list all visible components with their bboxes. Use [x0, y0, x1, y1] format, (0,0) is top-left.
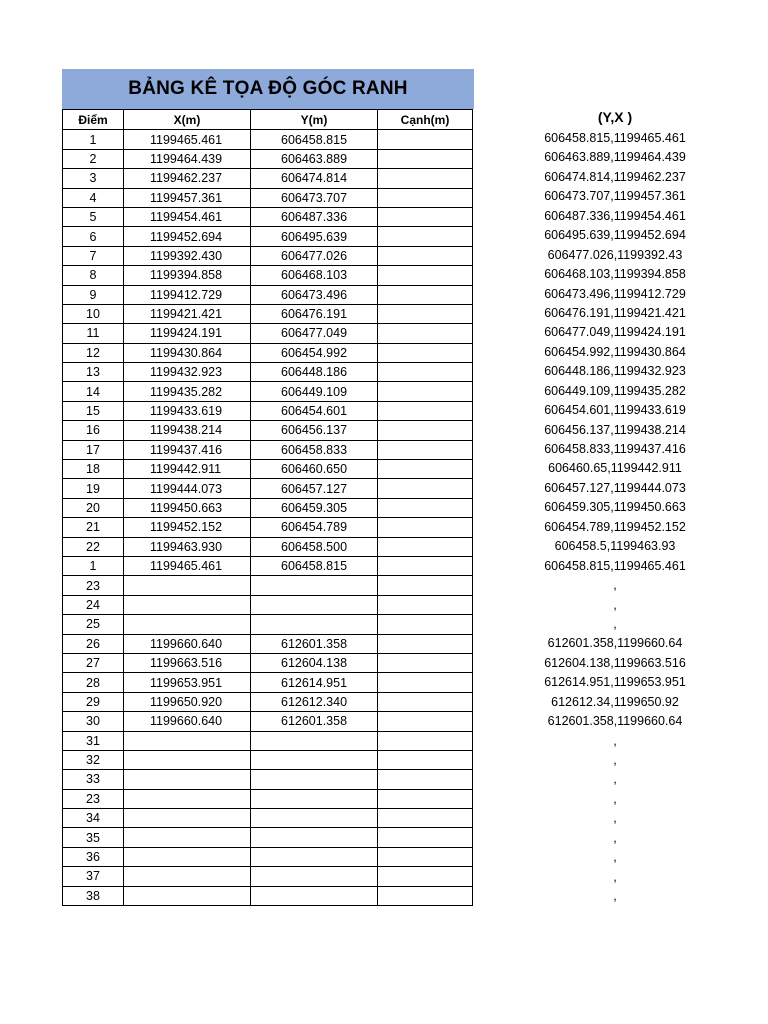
y-cell: 612601.358 [251, 634, 378, 653]
table-row [63, 770, 473, 789]
edge-cell [378, 653, 473, 672]
yx-cell: , [613, 830, 617, 845]
table-row [63, 692, 473, 711]
y-cell: 606454.601 [251, 401, 378, 420]
y-cell [251, 731, 378, 750]
edge-cell [378, 847, 473, 866]
yx-cell: 612604.138,1199663.516 [544, 655, 686, 670]
x-cell: 1199454.461 [124, 207, 251, 226]
table-row [63, 188, 473, 207]
point-cell: 29 [63, 692, 124, 711]
y-cell: 606477.026 [251, 246, 378, 265]
point-cell: 4 [63, 188, 124, 207]
x-cell: 1199392.430 [124, 246, 251, 265]
table-row [63, 440, 473, 459]
yx-cell: , [613, 578, 617, 593]
x-cell [124, 886, 251, 905]
y-cell: 606454.992 [251, 343, 378, 362]
x-cell: 1199660.640 [124, 712, 251, 731]
point-cell: 36 [63, 847, 124, 866]
point-cell: 19 [63, 479, 124, 498]
point-cell: 33 [63, 770, 124, 789]
table-row [63, 498, 473, 517]
point-cell: 37 [63, 867, 124, 886]
table-row [63, 130, 473, 149]
yx-cell: , [613, 616, 617, 631]
edge-cell [378, 149, 473, 168]
edge-cell [378, 440, 473, 459]
point-cell: 27 [63, 653, 124, 672]
yx-cell: 612612.34,1199650.92 [551, 694, 679, 709]
y-cell: 612601.358 [251, 712, 378, 731]
table-row [63, 421, 473, 440]
point-cell: 13 [63, 363, 124, 382]
table-row [63, 731, 473, 750]
yx-cell: , [613, 772, 617, 787]
y-cell [251, 886, 378, 905]
point-cell: 1 [63, 556, 124, 575]
yx-cell: 606454.992,1199430.864 [544, 344, 686, 359]
y-cell: 612612.340 [251, 692, 378, 711]
yx-cell: 606495.639,1199452.694 [544, 228, 686, 243]
point-cell: 6 [63, 227, 124, 246]
edge-cell [378, 595, 473, 614]
edge-cell [378, 266, 473, 285]
y-cell: 606458.815 [251, 556, 378, 575]
edge-cell [378, 634, 473, 653]
header-x: X(m) [124, 110, 251, 130]
edge-cell [378, 518, 473, 537]
point-cell: 5 [63, 207, 124, 226]
yx-cell: 606458.815,1199465.461 [544, 131, 686, 145]
yx-cell: 612614.951,1199653.951 [544, 675, 686, 690]
table-row [63, 518, 473, 537]
table-row [63, 537, 473, 556]
edge-cell [378, 809, 473, 828]
yx-cell: 606459.305,1199450.663 [544, 500, 686, 515]
yx-cell: 606473.496,1199412.729 [544, 286, 686, 301]
edge-cell [378, 615, 473, 634]
edge-cell [378, 304, 473, 323]
y-cell: 606458.815 [251, 130, 378, 149]
edge-cell [378, 343, 473, 362]
table-row [63, 401, 473, 420]
edge-cell [378, 169, 473, 188]
point-cell: 30 [63, 712, 124, 731]
yx-cell: , [613, 889, 617, 904]
point-cell: 21 [63, 518, 124, 537]
table-row [63, 246, 473, 265]
table-row [63, 207, 473, 226]
y-cell: 606477.049 [251, 324, 378, 343]
yx-cell: 606474.814,1199462.237 [544, 169, 686, 184]
point-cell: 11 [63, 324, 124, 343]
yx-cell: 606477.049,1199424.191 [544, 325, 686, 340]
x-cell: 1199650.920 [124, 692, 251, 711]
y-cell: 612604.138 [251, 653, 378, 672]
y-cell: 606468.103 [251, 266, 378, 285]
point-cell: 1 [63, 130, 124, 149]
yx-cell: , [613, 597, 617, 612]
table-row [63, 634, 473, 653]
table-row [63, 653, 473, 672]
point-cell: 28 [63, 673, 124, 692]
edge-cell [378, 828, 473, 847]
table-row [63, 285, 473, 304]
coordinate-table-block [62, 69, 474, 906]
y-cell: 606495.639 [251, 227, 378, 246]
point-cell: 23 [63, 789, 124, 808]
point-cell: 35 [63, 828, 124, 847]
point-cell: 3 [63, 169, 124, 188]
edge-cell [378, 750, 473, 769]
x-cell: 1199465.461 [124, 556, 251, 575]
yx-cell: , [613, 791, 617, 806]
y-cell: 606476.191 [251, 304, 378, 323]
y-cell: 606458.500 [251, 537, 378, 556]
y-cell: 606454.789 [251, 518, 378, 537]
x-cell [124, 615, 251, 634]
edge-cell [378, 130, 473, 149]
point-cell: 2 [63, 149, 124, 168]
edge-cell [378, 731, 473, 750]
edge-cell [378, 712, 473, 731]
edge-cell [378, 556, 473, 575]
y-cell: 606459.305 [251, 498, 378, 517]
point-cell: 9 [63, 285, 124, 304]
yx-cell: 606473.707,1199457.361 [544, 189, 686, 204]
x-cell: 1199437.416 [124, 440, 251, 459]
x-cell: 1199465.461 [124, 130, 251, 149]
header-edge: Cạnh(m) [378, 110, 473, 130]
edge-cell [378, 207, 473, 226]
x-cell [124, 750, 251, 769]
yx-cell: 612601.358,1199660.64 [547, 714, 683, 729]
table-row [63, 169, 473, 188]
y-cell [251, 867, 378, 886]
y-cell [251, 789, 378, 808]
table-row [63, 363, 473, 382]
edge-cell [378, 576, 473, 595]
yx-cell: 606456.137,1199438.214 [544, 422, 686, 437]
point-cell: 15 [63, 401, 124, 420]
y-cell: 606474.814 [251, 169, 378, 188]
point-cell: 8 [63, 266, 124, 285]
x-cell: 1199442.911 [124, 460, 251, 479]
table-row [63, 266, 473, 285]
yx-cell: , [613, 850, 617, 865]
yx-cell: 606468.103,1199394.858 [544, 267, 686, 282]
table-row [63, 479, 473, 498]
x-cell [124, 847, 251, 866]
x-cell: 1199444.073 [124, 479, 251, 498]
table-row [63, 789, 473, 808]
x-cell: 1199430.864 [124, 343, 251, 362]
edge-cell [378, 537, 473, 556]
point-cell: 23 [63, 576, 124, 595]
edge-cell [378, 460, 473, 479]
y-cell [251, 576, 378, 595]
yx-cell: 606454.789,1199452.152 [544, 519, 686, 534]
edge-cell [378, 692, 473, 711]
x-cell [124, 576, 251, 595]
point-cell: 34 [63, 809, 124, 828]
table-row [63, 227, 473, 246]
table-row [63, 556, 473, 575]
y-cell: 606448.186 [251, 363, 378, 382]
point-cell: 20 [63, 498, 124, 517]
y-cell: 606463.889 [251, 149, 378, 168]
y-cell: 606487.336 [251, 207, 378, 226]
x-cell: 1199463.930 [124, 537, 251, 556]
point-cell: 16 [63, 421, 124, 440]
y-cell: 612614.951 [251, 673, 378, 692]
table-row [63, 382, 473, 401]
y-cell [251, 750, 378, 769]
table-row [63, 828, 473, 847]
yx-cell: 606476.191,1199421.421 [544, 305, 686, 320]
edge-cell [378, 382, 473, 401]
yx-cell: 606458.5,1199463.93 [554, 539, 676, 554]
x-cell [124, 789, 251, 808]
x-cell [124, 770, 251, 789]
table-row [63, 886, 473, 905]
x-cell: 1199412.729 [124, 285, 251, 304]
yx-cell: , [613, 753, 617, 767]
x-cell [124, 809, 251, 828]
edge-cell [378, 789, 473, 808]
yx-cell: 606448.186,1199432.923 [544, 364, 686, 379]
y-cell [251, 615, 378, 634]
edge-cell [378, 479, 473, 498]
x-cell [124, 867, 251, 886]
coordinate-table [62, 109, 473, 906]
table-row [63, 809, 473, 828]
y-cell [251, 809, 378, 828]
x-cell: 1199464.439 [124, 149, 251, 168]
edge-cell [378, 188, 473, 207]
edge-cell [378, 673, 473, 692]
table-row [63, 673, 473, 692]
yx-cell: 606463.889,1199464.439 [544, 150, 686, 165]
table-row [63, 712, 473, 731]
y-cell: 606456.137 [251, 421, 378, 440]
yx-cell: 606458.815,1199465.461 [544, 558, 686, 573]
point-cell: 26 [63, 634, 124, 653]
yx-cell: 606458.833,1199437.416 [544, 442, 686, 456]
x-cell: 1199457.361 [124, 188, 251, 207]
header-row [63, 110, 473, 130]
table-row [63, 615, 473, 634]
yx-cell: 606449.109,1199435.282 [544, 383, 686, 398]
edge-cell [378, 324, 473, 343]
y-cell: 606457.127 [251, 479, 378, 498]
point-cell: 12 [63, 343, 124, 362]
edge-cell [378, 363, 473, 382]
x-cell: 1199452.694 [124, 227, 251, 246]
point-cell: 17 [63, 440, 124, 459]
yx-header: (Y,X ) [597, 109, 633, 125]
x-cell: 1199438.214 [124, 421, 251, 440]
x-cell: 1199663.516 [124, 653, 251, 672]
x-cell: 1199452.152 [124, 518, 251, 537]
edge-cell [378, 770, 473, 789]
x-cell: 1199432.923 [124, 363, 251, 382]
y-cell: 606460.650 [251, 460, 378, 479]
point-cell: 25 [63, 615, 124, 634]
point-cell: 22 [63, 537, 124, 556]
table-row [63, 847, 473, 866]
x-cell: 1199653.951 [124, 673, 251, 692]
table-row [63, 149, 473, 168]
table-row [63, 576, 473, 595]
yx-cell: 606477.026,1199392.43 [547, 247, 683, 262]
x-cell: 1199435.282 [124, 382, 251, 401]
table-title: BẢNG KÊ TỌA ĐỘ GÓC RANH [62, 69, 474, 109]
point-cell: 24 [63, 595, 124, 614]
point-cell: 38 [63, 886, 124, 905]
point-cell: 10 [63, 304, 124, 323]
edge-cell [378, 227, 473, 246]
edge-cell [378, 246, 473, 265]
yx-cell: 606457.127,1199444.073 [544, 480, 686, 495]
x-cell: 1199462.237 [124, 169, 251, 188]
yx-cell: 606460.65,1199442.911 [548, 461, 682, 476]
yx-cell: , [613, 869, 617, 884]
x-cell: 1199433.619 [124, 401, 251, 420]
table-row [63, 595, 473, 614]
edge-cell [378, 886, 473, 905]
edge-cell [378, 498, 473, 517]
point-cell: 32 [63, 750, 124, 769]
edge-cell [378, 285, 473, 304]
x-cell: 1199450.663 [124, 498, 251, 517]
header-y: Y(m) [251, 110, 378, 130]
yx-cell: 606487.336,1199454.461 [544, 208, 686, 223]
yx-cell: 612601.358,1199660.64 [547, 636, 683, 651]
table-row [63, 750, 473, 769]
y-cell: 606449.109 [251, 382, 378, 401]
point-cell: 14 [63, 382, 124, 401]
table-row [63, 460, 473, 479]
point-cell: 7 [63, 246, 124, 265]
edge-cell [378, 421, 473, 440]
x-cell [124, 828, 251, 847]
point-cell: 31 [63, 731, 124, 750]
yx-cell: , [613, 811, 617, 826]
point-cell: 18 [63, 460, 124, 479]
table-row [63, 867, 473, 886]
yx-cell: , [613, 733, 617, 748]
x-cell [124, 731, 251, 750]
edge-cell [378, 401, 473, 420]
x-cell: 1199421.421 [124, 304, 251, 323]
y-cell [251, 595, 378, 614]
table-row [63, 324, 473, 343]
x-cell: 1199424.191 [124, 324, 251, 343]
table-row [63, 343, 473, 362]
y-cell: 606458.833 [251, 440, 378, 459]
table-row [63, 304, 473, 323]
y-cell [251, 847, 378, 866]
y-cell [251, 828, 378, 847]
y-cell [251, 770, 378, 789]
yx-cell: 606454.601,1199433.619 [544, 403, 686, 418]
y-cell: 606473.496 [251, 285, 378, 304]
yx-column [498, 109, 732, 907]
edge-cell [378, 867, 473, 886]
x-cell: 1199660.640 [124, 634, 251, 653]
x-cell: 1199394.858 [124, 266, 251, 285]
x-cell [124, 595, 251, 614]
header-point: Điểm [63, 110, 124, 130]
y-cell: 606473.707 [251, 188, 378, 207]
